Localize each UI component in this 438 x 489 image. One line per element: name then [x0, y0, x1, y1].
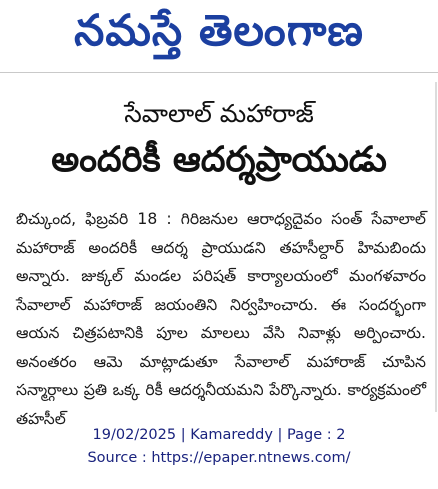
article-kicker: సేవాలాల్ మహారాజ్ — [124, 99, 314, 128]
masthead-divider — [0, 72, 438, 73]
column-border — [435, 82, 437, 412]
article-headline: అందరికీ ఆదర్శప్రాయుడు — [51, 140, 387, 180]
footer-source-line: Source : https://epaper.ntnews.com/ — [87, 450, 351, 466]
footer-date-line: 19/02/2025 | Kamareddy | Page : 2 — [92, 427, 346, 443]
source-footer — [0, 424, 438, 470]
masthead-title: నమస్తే తెలంగాణ — [74, 6, 364, 56]
article-body: బిచ్కుంద, ఫిబ్రవరి 18 : గిరిజనుల ఆరాధ్యదైవం సంత్ సేవాలాల్ మహారాజ్ అందరికీ ఆదర్శ ప్రాయుడని తహసీల్దార్ హిమబిందు అన్నారు. జుక్కల్ మండల పరిషత్ కార్యాలయంలో మంగళవారం సేవాలాల్ మహారాజ్ జయంతిని నిర్వహించారు. ఈ సందర్భంగా ఆయన చిత్రపటానికి పూల మాలలు వేసి నివాళ్లు అర్పించారు. అనంతరం ఆమె మాట్లాడుతూ సేవాలాల్ మహారాజ్ చూపిన సన్మార్గాలు ప్రతి ఒక్క రికీ ఆదర్శనీయమని పేర్కొన్నారు. కార్యక్రమంలో తహసీల్ — [16, 210, 426, 428]
